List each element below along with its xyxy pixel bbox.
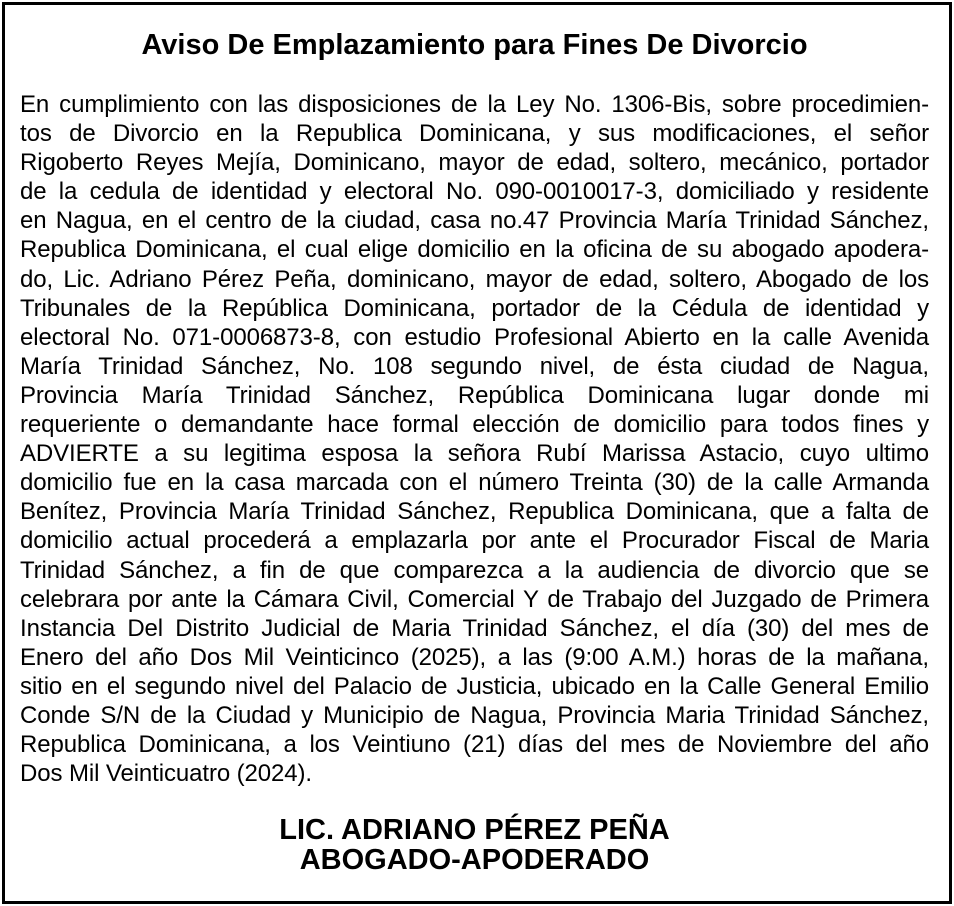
signature-block [20, 815, 929, 875]
body-line: do, Lic. Adriano Pérez Peña, dominicano, mayor de edad, soltero, Abogado de los [20, 265, 929, 293]
body-line: de la cedula de identidad y electoral No. 090-0010017-3, domiciliado y residente [20, 178, 929, 206]
body-line: Enero del año Dos Mil Veinticinco (2025), a las (9:00 A.M.) horas de la mañana, [20, 643, 929, 671]
body-line: Conde S/N de la Ciudad y Municipio de Nagua, Provincia Maria Trinidad Sánchez, [20, 701, 929, 729]
body-line: electoral No. 071-0006873-8, con estudio Profesional Abierto en la calle Avenida [20, 323, 929, 351]
body-line: Trinidad Sánchez, a fin de que comparezca a la audiencia de divorcio que se [20, 556, 929, 584]
body-line: domicilio fue en la casa marcada con el número Treinta (30) de la calle Armanda [20, 469, 929, 497]
notice-body [20, 90, 929, 788]
body-line: Republica Dominicana, a los Veintiuno (21) días del mes de Noviembre del año [20, 731, 929, 759]
notice-title: Aviso De Emplazamiento para Fines De Divorcio [141, 29, 808, 61]
body-line: domicilio actual procederá a emplazarla por ante el Procurador Fiscal de Maria [20, 527, 929, 555]
body-line: requeriente o demandante hace formal elección de domicilio para todos fines y [20, 411, 929, 439]
signature-role: ABOGADO-APODERADO [299, 844, 650, 876]
body-line: celebrara por ante la Cámara Civil, Comercial Y de Trabajo del Juzgado de Primera [20, 585, 929, 613]
body-line: Provincia María Trinidad Sánchez, República Dominicana lugar donde mi [20, 381, 929, 409]
body-line: Dos Mil Veinticuatro (2024). [20, 760, 312, 788]
body-line: sitio en el segundo nivel del Palacio de Justicia, ubicado en la Calle General Emilio [20, 672, 929, 700]
body-line: Rigoberto Reyes Mejía, Dominicano, mayor de edad, soltero, mecánico, portador [20, 149, 929, 177]
body-line: en Nagua, en el centro de la ciudad, casa no.47 Provincia María Trinidad Sánchez, [20, 207, 929, 235]
body-line: Republica Dominicana, el cual elige domicilio en la oficina de su abogado apodera- [20, 236, 929, 264]
signature-name: LIC. ADRIANO PÉREZ PEÑA [279, 814, 670, 846]
body-line: Benítez, Provincia María Trinidad Sánchez, Republica Dominicana, que a falta de [20, 498, 929, 526]
body-line: María Trinidad Sánchez, No. 108 segundo nivel, de ésta ciudad de Nagua, [20, 352, 929, 380]
body-line: tos de Divorcio en la Republica Dominicana, y sus modificaciones, el señor [20, 120, 929, 148]
body-line: Tribunales de la República Dominicana, portador de la Cédula de identidad y [20, 294, 929, 322]
body-line: En cumplimiento con las disposiciones de la Ley No. 1306-Bis, sobre procedimien- [20, 91, 929, 118]
body-line: ADVIERTE a su legitima esposa la señora Rubí Marissa Astacio, cuyo ultimo [20, 440, 929, 468]
body-line: Instancia Del Distrito Judicial de Maria Trinidad Sánchez, el día (30) del mes de [20, 614, 929, 642]
